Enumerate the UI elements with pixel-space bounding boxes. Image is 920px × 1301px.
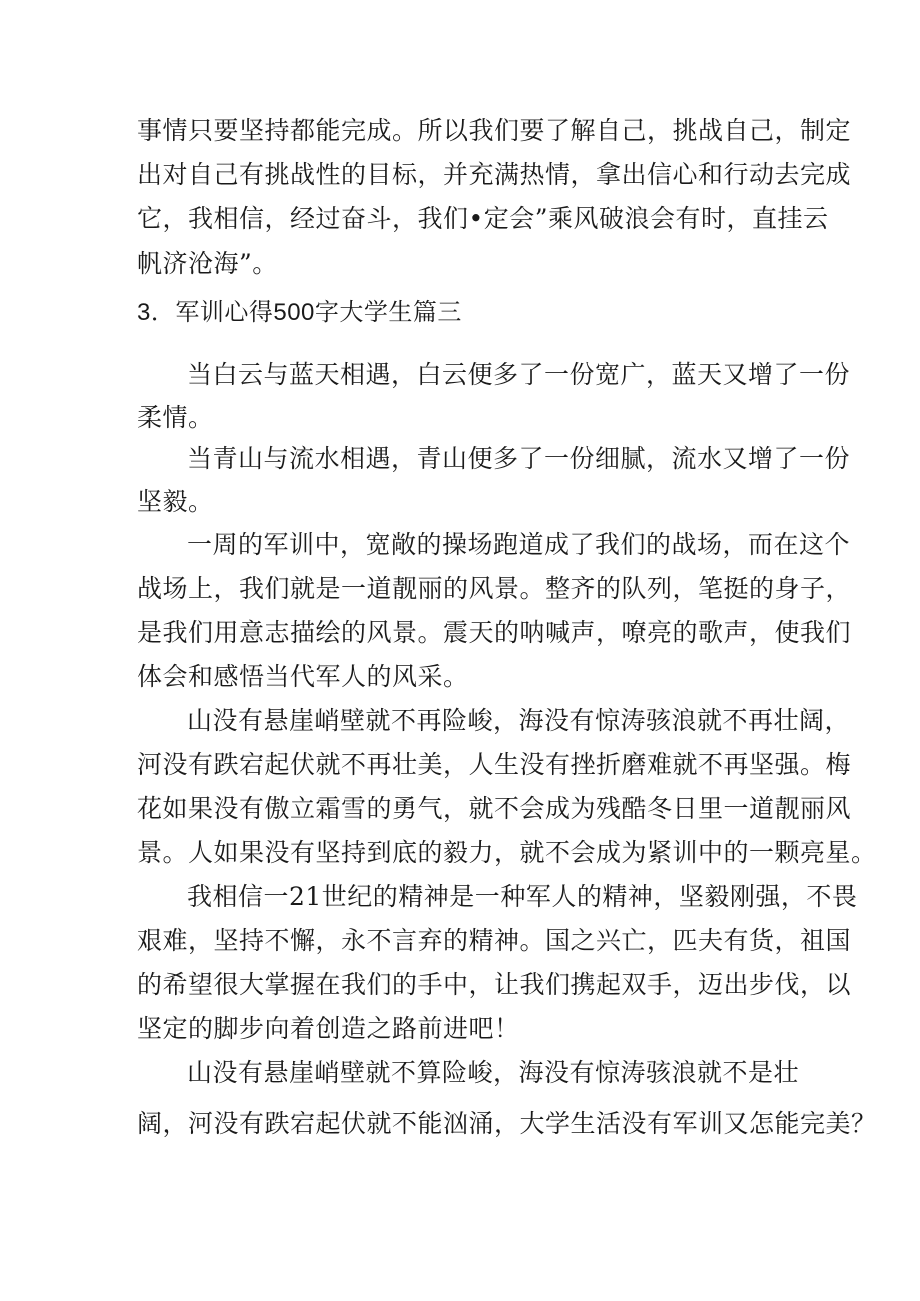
section-heading: 3．军训心得500字大学生篇三 (137, 299, 462, 326)
body-line: 艰难，坚持不懈，永不言弃的精神。国之兴亡，匹夫有货，祖国 (137, 926, 852, 955)
body-line: 战场上，我们就是一道靓丽的风景。整齐的队列，笔挺的身子， (137, 574, 852, 603)
body-line: 的希望很大掌握在我们的手中，让我们携起双手，迈出步伐，以 (137, 970, 852, 999)
body-line: 山没有悬崖峭壁就不再险峻，海没有惊涛骇浪就不再壮阔， (187, 706, 851, 735)
body-line: 河没有跌宕起伏就不再壮美，人生没有挫折磨难就不再坚强。梅 (137, 750, 852, 779)
body-line: 它，我相信，经过奋斗，我们•定会”乘风破浪会有时，直挂云 (137, 204, 829, 233)
body-line: 体会和感悟当代军人的风采。 (137, 662, 469, 691)
body-line: 事情只要坚持都能完成。所以我们要了解自己，挑战自己，制定 (137, 116, 852, 145)
body-line: 山没有悬崖峭壁就不算险峻，海没有惊涛骇浪就不是壮 (187, 1058, 800, 1087)
body-line: 是我们用意志描绘的风景。震天的呐喊声，嘹亮的歌声，使我们 (137, 618, 852, 647)
body-line: 当白云与蓝天相遇，白云便多了一份宽广，蓝天又增了一份 (187, 360, 851, 389)
body-line: 出对自己有挑战性的目标，并充满热情，拿出信心和行动去完成 (137, 160, 852, 189)
body-line: 一周的军训中，宽敞的操场跑道成了我们的战场，而在这个 (187, 530, 851, 559)
body-line: 花如果没有傲立霜雪的勇气，就不会成为残酷冬日里一道靓丽风 (137, 794, 852, 823)
body-line: 景。人如果没有坚持到底的毅力，就不会成为紧训中的一颗亮星。 (137, 838, 877, 867)
body-line: 阔，河没有跌宕起伏就不能汹涌，大学生活没有军训又怎能完美？ (137, 1109, 877, 1138)
body-line: 我相信一21世纪的精神是一种军人的精神，坚毅刚强，不畏 (187, 882, 858, 911)
body-line: 帆济沧海”。 (137, 249, 278, 278)
body-line: 当青山与流水相遇，青山便多了一份细腻，流水又增了一份 (187, 444, 851, 473)
body-line: 坚定的脚步向着创造之路前进吧！ (137, 1014, 520, 1043)
body-line: 柔情。 (137, 403, 214, 432)
body-line: 坚毅。 (137, 487, 214, 516)
